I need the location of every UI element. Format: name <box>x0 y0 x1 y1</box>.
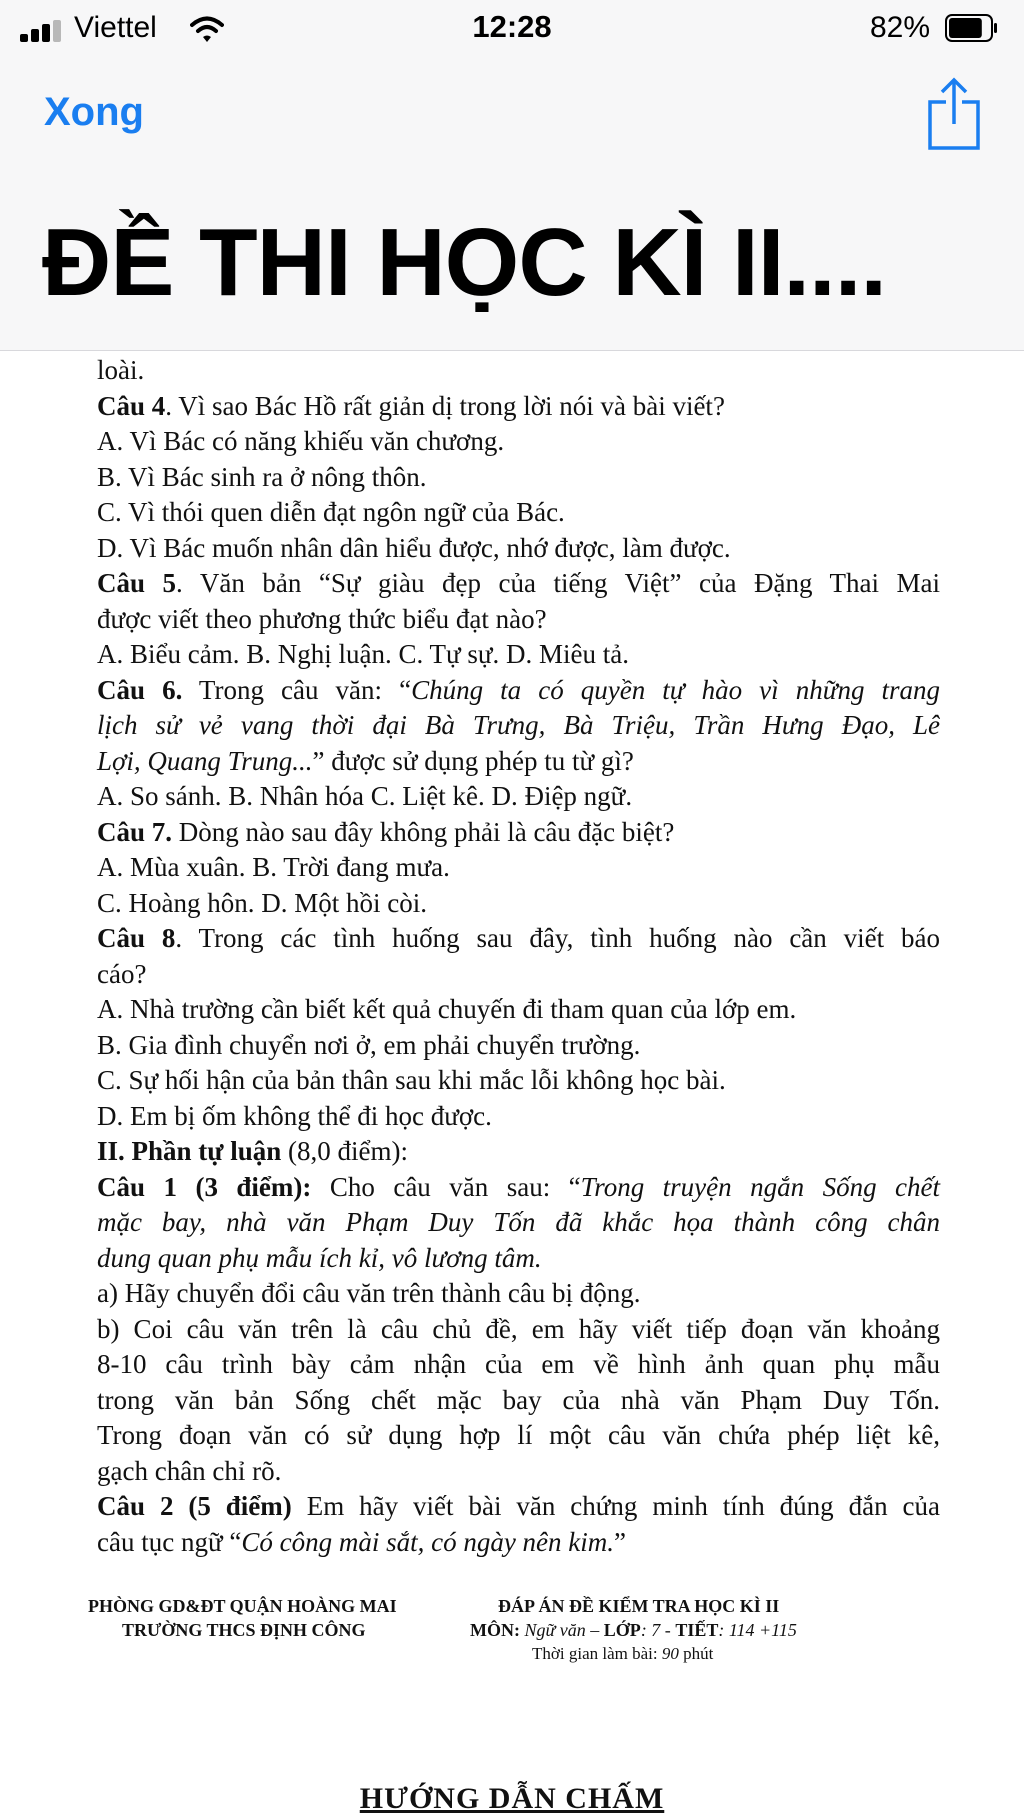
document-line <box>97 992 940 1028</box>
document-line <box>97 1312 940 1348</box>
duration-unit: phút <box>683 1644 714 1663</box>
document-text: C. Vì thói quen diễn đạt ngôn ngữ của Bác. <box>97 497 565 527</box>
document-text: được viết theo phương thức biểu đạt nào? <box>97 603 547 634</box>
document-text: Câu 8 <box>97 923 176 953</box>
document-line <box>97 957 940 993</box>
document-text: Câu 1 (3 điểm): <box>97 1171 312 1202</box>
document-text: . Trong các tình huống sau đây, tình huống nào cần viết báo <box>175 923 940 953</box>
document-text: D. Vì Bác muốn nhân dân hiểu được, nhớ được, làm được. <box>97 532 731 563</box>
document-line <box>97 1134 940 1170</box>
duration-label: Thời gian làm bài: <box>532 1644 658 1663</box>
document-text: Câu 7. <box>97 816 173 847</box>
battery-icon <box>945 14 998 42</box>
document-line <box>97 673 940 709</box>
document-line <box>97 815 940 851</box>
document-line <box>97 886 940 922</box>
document-text: b) Coi câu văn trên là câu chủ đề, em hãy viết tiếp đoạn văn khoảng <box>97 1313 940 1344</box>
status-bar <box>0 0 1024 58</box>
document-line <box>97 1418 940 1454</box>
share-icon[interactable] <box>924 74 984 154</box>
document-line <box>97 1063 940 1099</box>
document-text: D. Em bị ốm không thể đi học được. <box>97 1100 492 1131</box>
document-text: Trong đoạn văn có sử dụng hợp lí một câu văn chứa phép liệt kê, <box>97 1420 940 1450</box>
document-text: Em hãy viết bài văn chứng minh tính đúng đắn của <box>291 1491 940 1521</box>
document-text: 8-10 câu trình bày cảm nhận của em về hình ảnh quan phụ mẫu <box>97 1349 940 1379</box>
document-text: C. Hoàng hôn. D. Một hồi còi. <box>97 887 427 918</box>
document-line <box>97 921 940 957</box>
document-line <box>97 460 940 496</box>
document-text: C. Sự hối hận của bản thân sau khi mắc lỗi không học bài. <box>97 1065 726 1095</box>
document-text: B. Vì Bác sinh ra ở nông thôn. <box>97 461 427 492</box>
document-text: II. Phần tự luận <box>97 1136 282 1166</box>
exam-duration <box>532 1644 713 1664</box>
document-text: lịch sử vẻ vang thời đại Bà Trưng, Bà Triệu, Trần Hưng Đạo, Lê <box>97 710 940 740</box>
document-text: Dòng nào sau đây không phải là câu đặc biệt? <box>172 816 675 847</box>
document-text: ” <box>614 1526 626 1557</box>
subject-value: Ngữ văn <box>524 1620 586 1640</box>
document-line <box>97 602 940 638</box>
document-text: A. Vì Bác có năng khiếu văn chương. <box>97 426 505 456</box>
document-line <box>97 424 940 460</box>
subject-label: MÔN: <box>470 1620 520 1640</box>
document-text: A. So sánh. B. Nhân hóa C. Liệt kê. D. Điệp ngữ. <box>97 781 633 811</box>
document-line <box>97 1489 940 1525</box>
document-line <box>97 566 940 602</box>
navigation-header <box>0 0 1024 351</box>
document-text: ” được sử dụng phép tu từ gì? <box>312 745 634 776</box>
document-text: dung quan phụ mẫu ích kỉ, vô lương tâm. <box>97 1242 542 1273</box>
document-text: trong văn bản Sống chết mặc bay của nhà văn Phạm Duy Tốn. <box>97 1384 940 1415</box>
document-text: câu tục ngữ “ <box>97 1526 242 1557</box>
document-text: Trong truyện ngắn Sống chết <box>580 1171 941 1202</box>
clock: 12:28 <box>472 9 552 44</box>
document-line <box>97 850 940 886</box>
document-line <box>97 744 940 780</box>
document-line <box>97 1099 940 1135</box>
grade-value: : 7 - <box>640 1620 671 1640</box>
document-text: . Văn bản “Sự giàu đẹp của tiếng Việt” của Đặng Thai Mai <box>176 568 940 598</box>
document-text: a) Hãy chuyển đổi câu văn trên thành câu bị động. <box>97 1278 641 1308</box>
document-line <box>97 531 940 567</box>
document-content <box>97 353 940 1560</box>
document-line <box>97 637 940 673</box>
duration-value: 90 <box>661 1644 679 1663</box>
document-line <box>97 708 940 744</box>
document-text: Lợi, Quang Trung... <box>97 745 313 776</box>
document-text: Câu 6. <box>97 674 183 705</box>
document-text: A. Biểu cảm. B. Nghị luận. C. Tự sự. D. Miêu tả. <box>97 639 629 669</box>
department-name: PHÒNG GD&ĐT QUẬN HOÀNG MAI <box>88 1596 397 1616</box>
document-text: Cho câu văn sau: “ <box>311 1171 581 1202</box>
document-text: mặc bay, nhà văn Phạm Duy Tốn đã khắc họa thành công chân <box>97 1207 940 1237</box>
document-line <box>97 1347 940 1383</box>
grading-guide-title: HƯỚNG DẪN CHẤM <box>359 1782 665 1815</box>
document-text: . Vì sao Bác Hồ rất giản dị trong lời nói và bài viết? <box>165 390 725 421</box>
document-text: cáo? <box>97 958 147 989</box>
document-line <box>97 1454 940 1490</box>
document-line <box>97 1276 940 1312</box>
carrier-name: Viettel <box>74 11 157 44</box>
document-line <box>97 389 940 425</box>
done-button[interactable]: Xong <box>44 90 144 134</box>
document-line <box>97 1241 940 1277</box>
document-text: Có công mài sắt, có ngày nên kim. <box>241 1526 615 1557</box>
page-title: ĐỀ THI HỌC KÌ II.... <box>42 209 887 316</box>
battery-percentage: 82% <box>870 11 931 44</box>
document-line <box>97 1525 940 1561</box>
grade-label: LỚP <box>603 1620 641 1640</box>
document-text: loài. <box>97 355 145 385</box>
document-line <box>97 353 940 389</box>
document-line <box>97 1383 940 1419</box>
document-text: Câu 5 <box>97 568 177 598</box>
document-text: Câu 4 <box>97 390 166 421</box>
subject-line: MÔN: Ngữ văn – LỚP: 7 - TIẾT: 114 +115 <box>470 1620 797 1640</box>
document-text: Câu 2 (5 điểm) <box>97 1491 292 1521</box>
school-name: TRƯỜNG THCS ĐỊNH CÔNG <box>122 1620 366 1640</box>
document-line <box>97 1170 940 1206</box>
document-line <box>97 779 940 815</box>
document-text: A. Mùa xuân. B. Trời đang mưa. <box>97 852 450 882</box>
document-text: A. Nhà trường cần biết kết quả chuyến đi tham quan của lớp em. <box>97 994 797 1024</box>
document-text: gạch chân chỉ rõ. <box>97 1455 282 1486</box>
document-text: (8,0 điểm): <box>281 1136 409 1166</box>
period-value: : 114 +115 <box>718 1620 797 1640</box>
document-line <box>97 495 940 531</box>
document-line <box>97 1205 940 1241</box>
answer-key-title: ĐÁP ÁN ĐỀ KIỂM TRA HỌC KÌ II <box>498 1596 780 1616</box>
document-text: Trong câu văn: “ <box>182 674 412 705</box>
document-text: B. Gia đình chuyển nơi ở, em phải chuyển trường. <box>97 1029 641 1060</box>
document-line <box>97 1028 940 1064</box>
period-label: TIẾT <box>675 1620 719 1640</box>
document-text: Chúng ta có quyền tự hào vì những trang <box>411 674 941 705</box>
